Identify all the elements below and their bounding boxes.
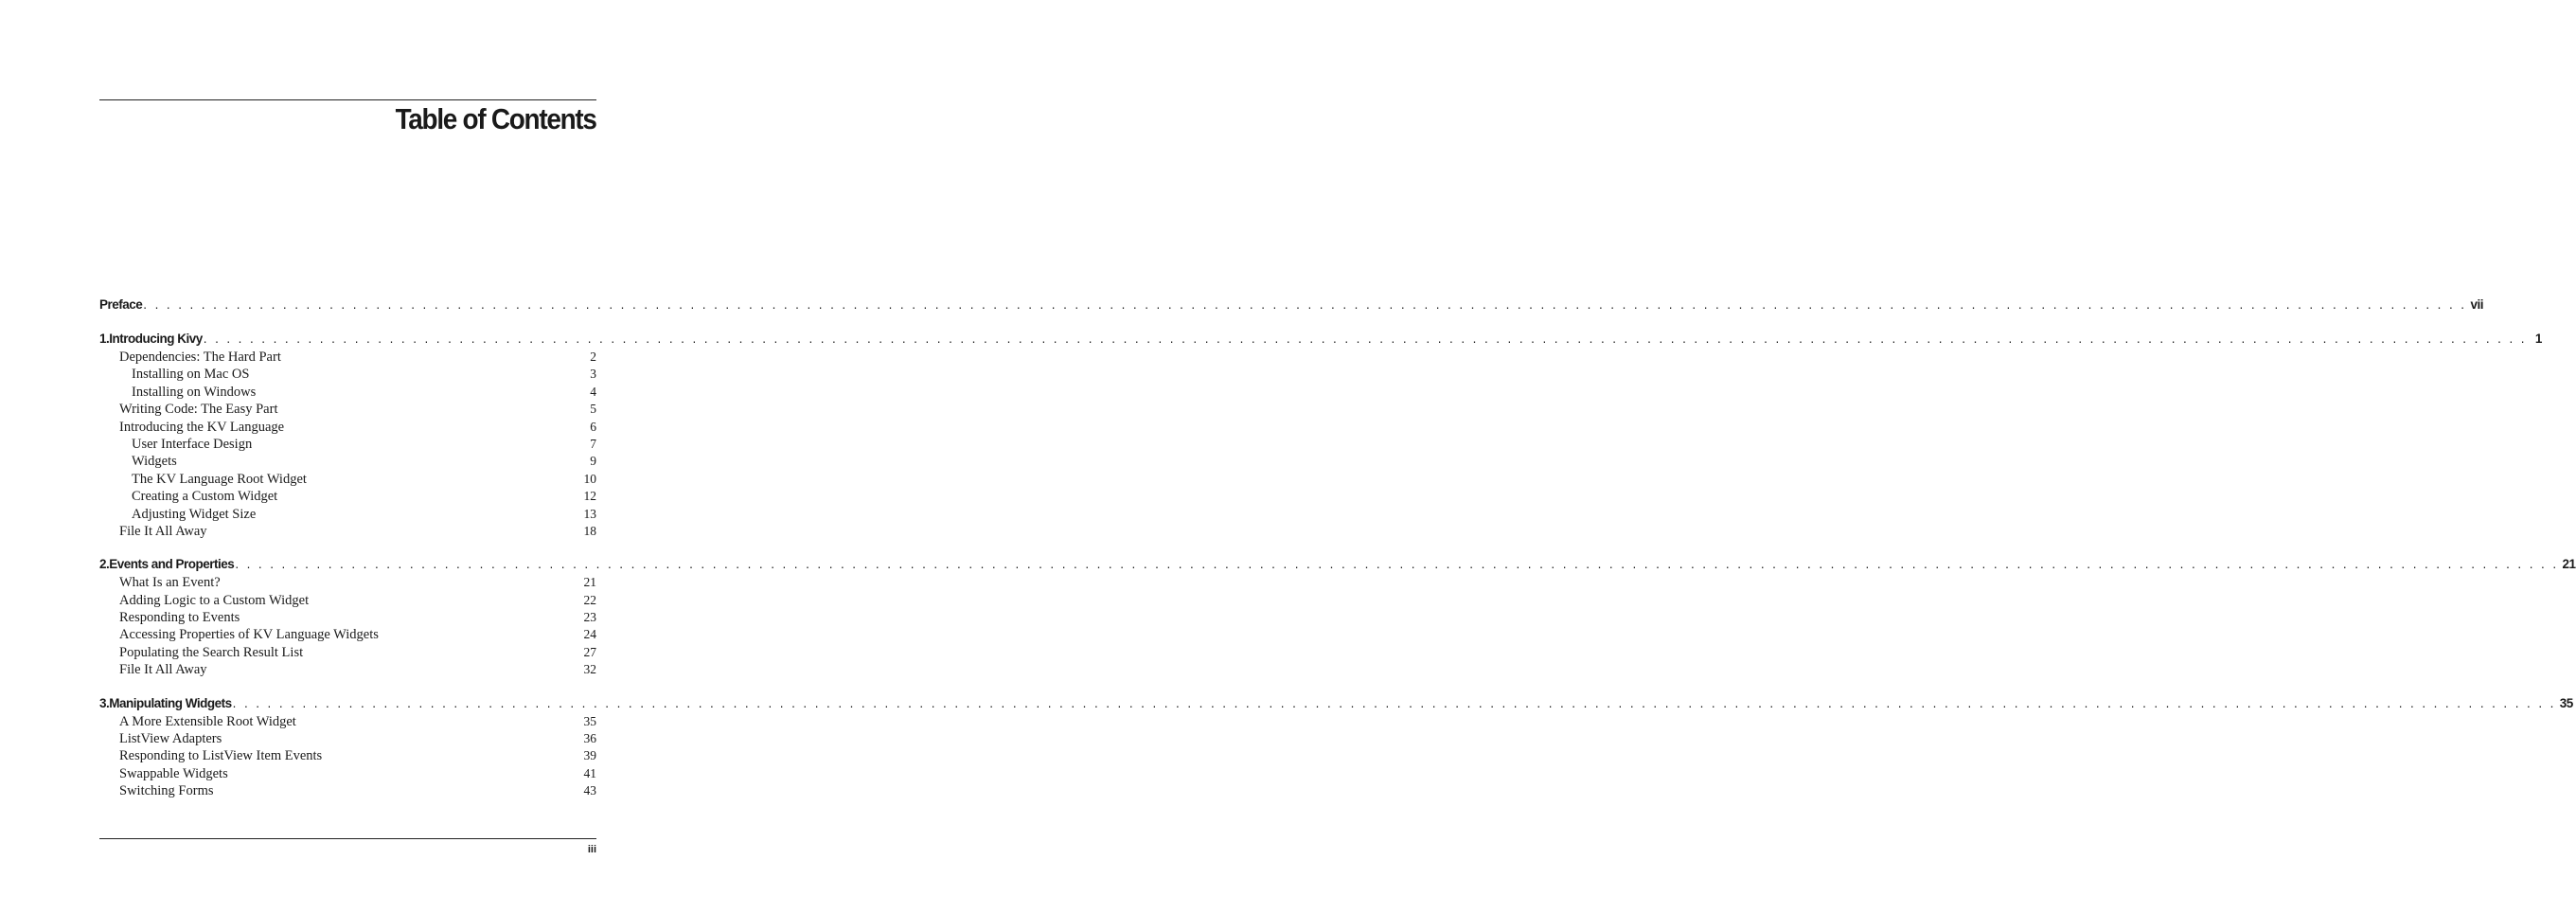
entry-title: Creating a Custom Widget [132,489,278,505]
entry-page: 4 [590,384,596,399]
entry-page: 7 [590,436,596,451]
preface-page: vii [2470,297,2483,312]
bottom-rule [99,838,596,839]
toc-section-row[interactable] [99,747,596,764]
entry-page: 24 [583,627,596,642]
entry-title: A More Extensible Root Widget [119,713,296,729]
chapter-gap [99,540,596,555]
chapter-title: Introducing Kivy [109,332,203,346]
toc-section-row[interactable] [99,713,596,730]
entry-title: Dependencies: The Hard Part [119,349,281,365]
toc-subsection-row[interactable] [99,488,596,505]
toc-subsection-row[interactable] [99,453,596,470]
entry-title: Writing Code: The Easy Part [119,402,278,418]
dot-leader: . . . . . . . . . . . . . . . . . . . . . . . . . . . . . . . . . . . . . . . . . . . . . . . . . . . . . . . . . . . . . . . . . . . . . . . . . . . . . . . . . . . . . . . . . . . . . . . . . . . . . . . . . . . . . . . . . . . . . . . . . . . . . . . . . . . . . . . . . . . . . . . . . . . . . . . . . . . . . . . . . . . . . . . . . . . . . . . . . . . . . . . . . . . . . . . . . . . . . . . . [143,297,2467,312]
entry-title: Installing on Mac OS [132,367,250,383]
preface-title: Preface [99,297,143,312]
toc-section-row[interactable] [99,782,596,799]
toc-subsection-row[interactable] [99,436,596,453]
chapter-number: 1. [99,332,110,346]
entry-page: 9 [590,454,596,469]
entry-title: Responding to ListView Item Events [119,748,323,764]
entry-page: 23 [583,610,596,625]
entry-title: Swappable Widgets [119,765,228,781]
entry-page: 41 [583,765,596,780]
entry-page: 27 [583,644,596,659]
chapter-number: 3. [99,695,110,710]
entry-title: The KV Language Root Widget [132,471,307,487]
dot-leader: . . . . . . . . . . . . . . . . . . . . . . . . . . . . . . . . . . . . . . . . . . . . . . . . . . . . . . . . . . . . . . . . . . . . . . . . . . . . . . . . . . . . . . . . . . . . . . . . . . . . . . . . . . . . . . . . . . . . . . . . . . . . . . . . . . . . . . . . . . . . . . . . . . . . . . . . . . . . . . . . . . . . . . . . . . . . . . . . . . . . . . . . . . . . . . . . . . . . . . . . [232,695,2556,710]
toc-section-row[interactable] [99,626,596,643]
chapter-page: 21 [2562,557,2576,572]
toc-subsection-row[interactable] [99,384,596,401]
toc-section-row[interactable] [99,661,596,678]
chapter-title: Manipulating Widgets [109,695,232,710]
entry-title: Introducing the KV Language [119,419,285,435]
entry-page: 32 [583,662,596,677]
dot-leader: . . . . . . . . . . . . . . . . . . . . . . . . . . . . . . . . . . . . . . . . . . . . . . . . . . . . . . . . . . . . . . . . . . . . . . . . . . . . . . . . . . . . . . . . . . . . . . . . . . . . . . . . . . . . . . . . . . . . . . . . . . . . . . . . . . . . . . . . . . . . . . . . . . . . . . . . . . . . . . . . . . . . . . . . . . . . . . . . . . . . . . . . . . . . . . . . . . . . . . . . [235,557,2559,572]
entry-page: 5 [590,402,596,417]
entry-title: File It All Away [119,523,207,539]
entry-page: 12 [583,489,596,504]
chapter-gap [99,679,596,694]
entry-page: 3 [590,367,596,382]
page-number: iii [587,844,596,855]
entry-page: 43 [583,783,596,798]
entry-page: 36 [583,731,596,746]
entry-title: File It All Away [119,662,207,678]
entry-page: 22 [583,592,596,607]
entry-title: What Is an Event? [119,575,221,591]
entry-page: 6 [590,419,596,434]
entry-page: 10 [583,471,596,486]
chapter-title: Events and Properties [109,557,235,572]
entry-title: Populating the Search Result List [119,644,304,660]
entry-title: Widgets [132,454,177,470]
toc-section-row[interactable] [99,401,596,418]
entry-title: Accessing Properties of KV Language Widgets [119,627,379,643]
toc-section-row[interactable] [99,765,596,782]
toc-section-row[interactable] [99,349,596,366]
chapter-number: 2. [99,557,110,572]
toc-chapter-row[interactable] [99,694,2573,713]
entry-page: 39 [583,748,596,763]
entry-page: 35 [583,713,596,728]
entry-title: Adding Logic to a Custom Widget [119,592,310,608]
toc-section-row[interactable] [99,730,596,747]
toc-chapter-row[interactable] [99,330,2542,349]
toc-section-row[interactable] [99,574,596,591]
chapter-page: 1 [2534,332,2542,346]
entry-title: ListView Adapters [119,731,222,747]
toc-section-row[interactable] [99,592,596,609]
dot-leader: . . . . . . . . . . . . . . . . . . . . . . . . . . . . . . . . . . . . . . . . . . . . . . . . . . . . . . . . . . . . . . . . . . . . . . . . . . . . . . . . . . . . . . . . . . . . . . . . . . . . . . . . . . . . . . . . . . . . . . . . . . . . . . . . . . . . . . . . . . . . . . . . . . . . . . . . . . . . . . . . . . . . . . . . . . . . . . . . . . . . . . . . . . . . . . . . . . . . . . . . [203,332,2527,346]
entry-title: Adjusting Widget Size [132,506,257,522]
entry-page: 21 [583,575,596,590]
toc-preface-row[interactable] [99,296,2483,314]
chapter-gap [99,314,596,330]
toc-subsection-row[interactable] [99,471,596,488]
entry-title: Responding to Events [119,610,240,626]
toc-chapter-row[interactable] [99,555,2576,574]
chapter-page: 35 [2559,695,2573,710]
toc-section-row[interactable] [99,419,596,436]
entry-title: Switching Forms [119,783,214,799]
entry-page: 18 [583,523,596,538]
toc-section-row[interactable] [99,644,596,661]
entry-page: 2 [590,349,596,364]
page-title: Table of Contents [395,102,596,135]
chapter-list [99,314,2576,800]
toc-section-row[interactable] [99,523,596,540]
entry-title: Installing on Windows [132,384,257,400]
toc-section-row[interactable] [99,609,596,626]
entry-title: User Interface Design [132,436,253,452]
table-of-contents [99,296,2576,800]
toc-subsection-row[interactable] [99,506,596,523]
entry-page: 13 [583,506,596,521]
toc-subsection-row[interactable] [99,366,596,383]
